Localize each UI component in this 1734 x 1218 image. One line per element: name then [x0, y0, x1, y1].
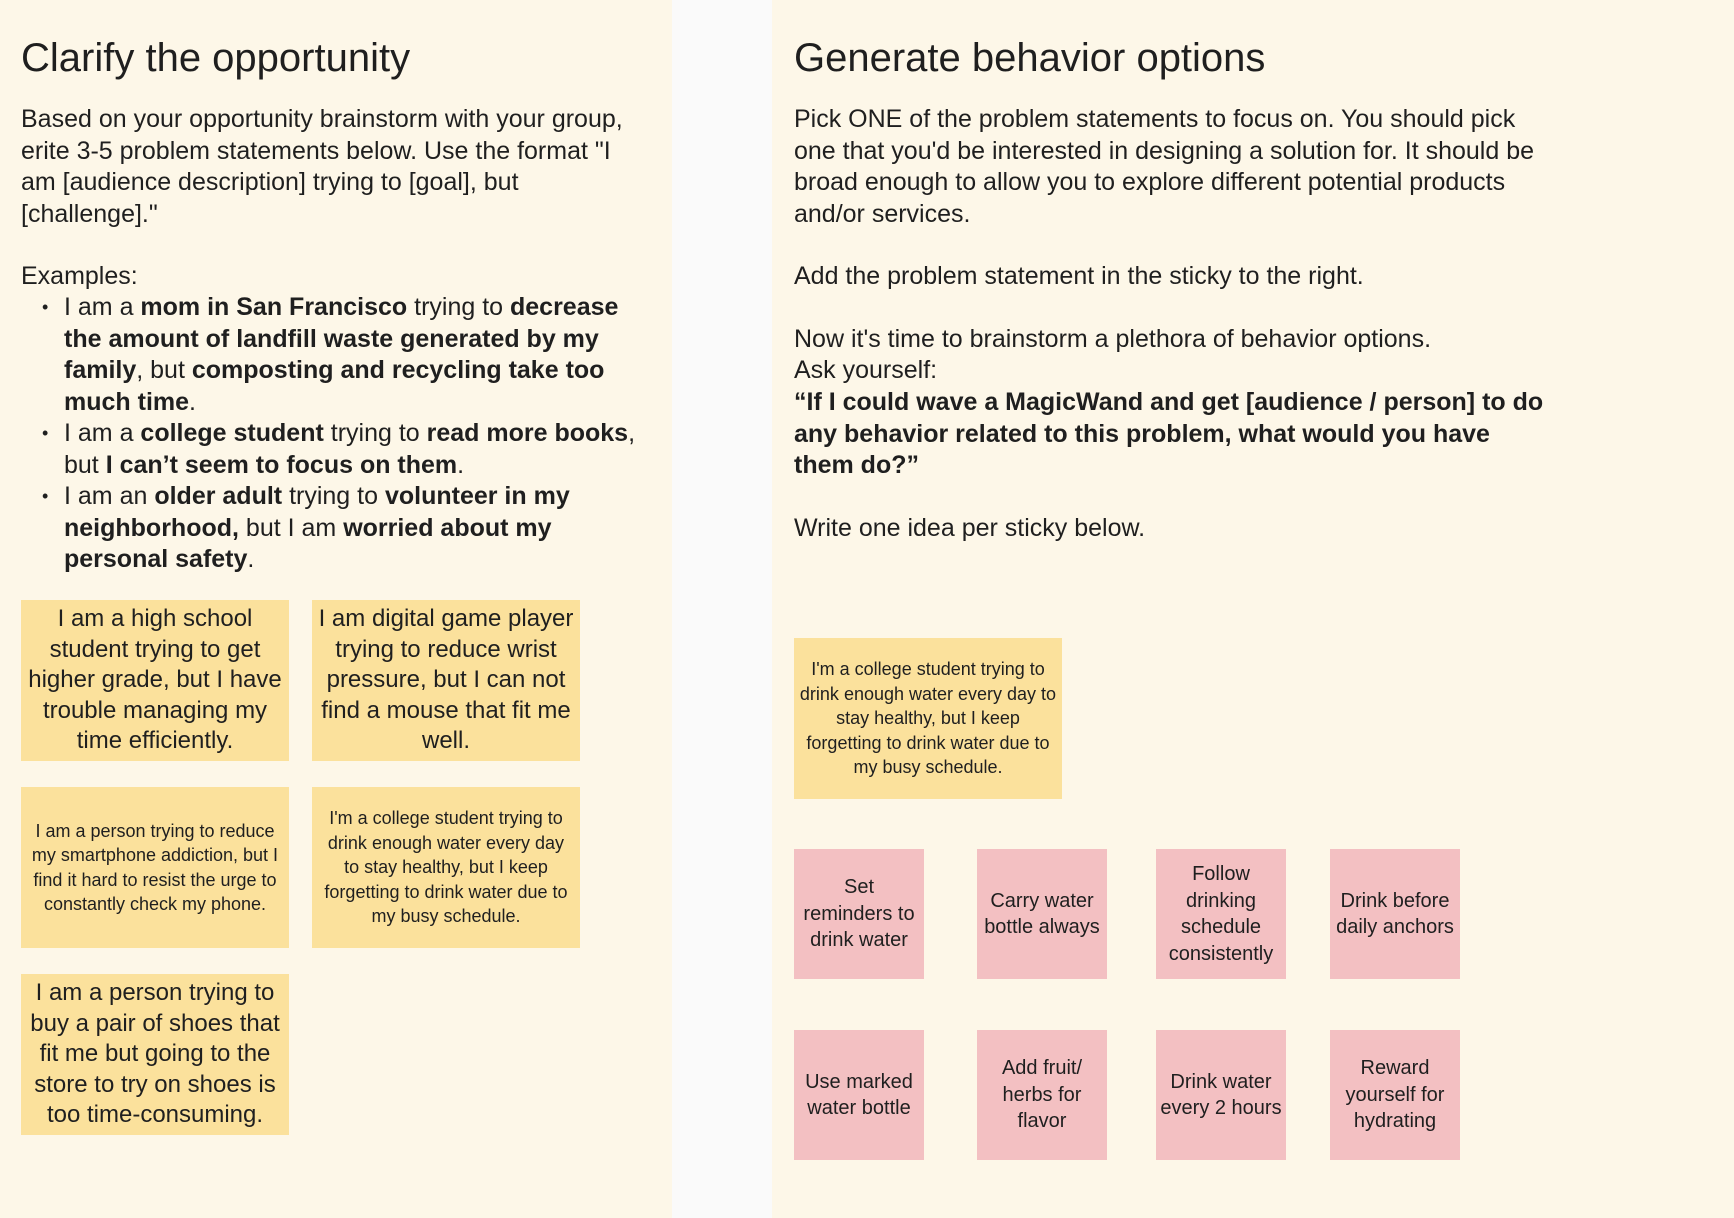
behavior-idea-sticky[interactable]: Set reminders to drink water [794, 849, 924, 979]
examples-label: Examples: [21, 262, 138, 290]
example-item [64, 292, 641, 418]
example-goal: decrease the amount of landfill waste generated by my family [64, 293, 619, 384]
problem-statement-sticky[interactable]: I am a person trying to reduce my smartphone addiction, but I find it hard to resist the urge to constantly check my phone. [21, 787, 289, 948]
generate-instructions: Pick ONE of the problem statements to focus on. You should pick one that you'd be interested in designing a solution for. It should be broad enough to allow you to explore different potential products and/or services. [794, 105, 1535, 228]
behavior-idea-sticky[interactable]: Reward yourself for hydrating [1330, 1030, 1460, 1160]
magic-wand-question: “If I could wave a MagicWand and get [audience / person] to do any behavior related to this problem, what would you have them do?” [794, 388, 1544, 479]
example-text: but I am [238, 513, 344, 542]
examples-list [21, 292, 641, 576]
example-text: trying to [323, 419, 427, 447]
frame-title-clarify: Clarify the opportunity [21, 36, 411, 80]
clarify-instructions: Based on your opportunity brainstorm with your group, erite 3-5 problem statements below. Use the format "I am [audience description] trying to [goal], but [challenge]." [21, 105, 623, 228]
example-item [64, 481, 641, 576]
example-text: . [457, 450, 465, 479]
example-text: , but [136, 356, 192, 384]
problem-statement-sticky[interactable]: I'm a college student trying to drink enough water every day to stay healthy, but I keep forgetting to drink water due to my busy schedule. [312, 787, 580, 948]
example-text: I am a [64, 419, 141, 447]
frame-title-generate: Generate behavior options [794, 36, 1266, 80]
example-audience: college student [140, 419, 324, 447]
ask-yourself-label: Ask yourself: [794, 356, 938, 384]
problem-statement-sticky[interactable]: I am a person trying to buy a pair of shoes that fit me but going to the store to try on shoes is too time-consuming. [21, 974, 289, 1135]
chosen-problem-sticky[interactable]: I'm a college student trying to drink enough water every day to stay healthy, but I keep forgetting to drink water due to my busy schedule. [794, 638, 1062, 799]
example-challenge: I can’t seem to focus on them [105, 450, 458, 479]
behavior-idea-sticky[interactable]: Use marked water bottle [794, 1030, 924, 1160]
example-challenge: worried about my personal safety [64, 513, 552, 573]
example-text: . [189, 387, 196, 416]
example-text: I am a [64, 293, 141, 321]
example-audience: older adult [154, 482, 283, 510]
problem-statement-sticky[interactable]: I am a high school student trying to get higher grade, but I have trouble managing my time efficiently. [21, 600, 289, 761]
example-goal: volunteer in my neighborhood, [64, 482, 570, 542]
example-text: , but [64, 419, 636, 479]
example-goal: read more books [426, 419, 629, 447]
brainstorm-instruction: Now it's time to brainstorm a plethora of behavior options. [794, 325, 1432, 353]
behavior-idea-sticky[interactable]: Drink water every 2 hours [1156, 1030, 1286, 1160]
behavior-idea-sticky[interactable]: Add fruit/ herbs for flavor [977, 1030, 1107, 1160]
write-idea-instruction: Write one idea per sticky below. [794, 514, 1146, 542]
add-statement-instruction: Add the problem statement in the sticky to the right. [794, 262, 1364, 290]
example-audience: mom in San Francisco [140, 293, 408, 321]
behavior-idea-sticky[interactable]: Carry water bottle always [977, 849, 1107, 979]
problem-statement-sticky[interactable]: I am digital game player trying to reduce wrist pressure, but I can not find a mouse that fit me well. [312, 600, 580, 761]
behavior-idea-sticky[interactable]: Drink before daily anchors [1330, 849, 1460, 979]
example-text: I am an [64, 482, 155, 510]
example-text: trying to [407, 293, 510, 321]
example-challenge: composting and recycling take too much time [64, 356, 605, 416]
behavior-idea-sticky[interactable]: Follow drinking schedule consistently [1156, 849, 1286, 979]
example-text: . [247, 545, 255, 573]
example-text: trying to [282, 482, 385, 510]
example-item [64, 418, 641, 481]
